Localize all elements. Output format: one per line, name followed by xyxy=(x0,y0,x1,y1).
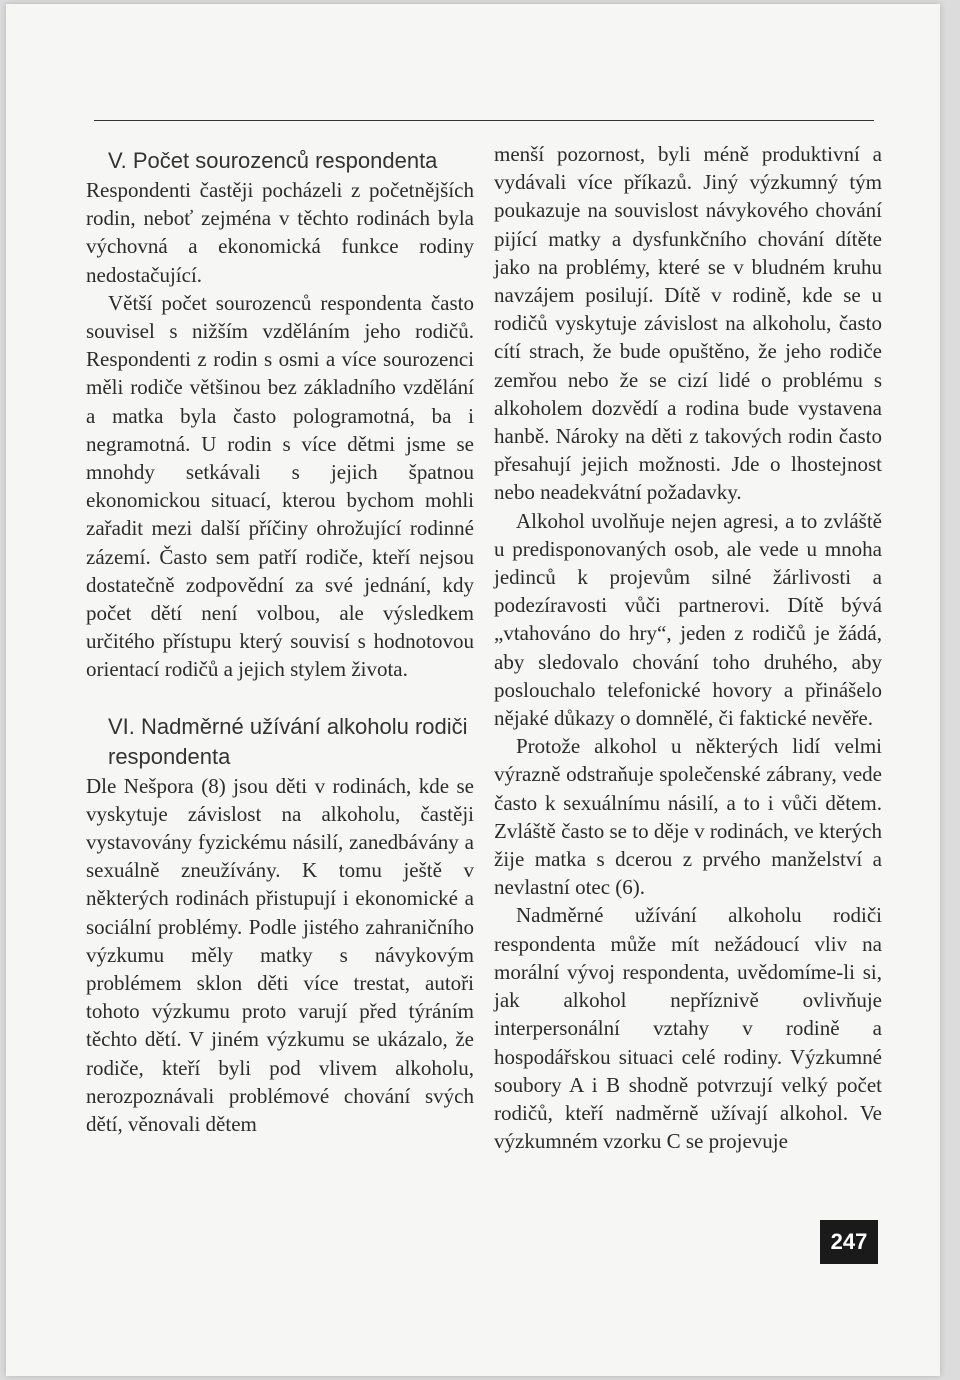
right-column xyxy=(494,140,882,1155)
paragraph: Nadměrné užívání alkoholu rodiči respondenta může mít nežádoucí vliv na morální vývoj respondenta, uvědomíme-li si, jak alkohol nepříznivě ovlivňuje interpersonální vztahy v rodině a hospodářskou situaci celé rodiny. Výzkumné soubory A i B shodně potvrzují velký počet rodičů, kteří nadměrně užívají alkohol. Ve výzkumném vzorku C se projevuje xyxy=(494,903,882,1154)
paragraph: Větší počet sourozenců respondenta často souvisel s nižším vzděláním jeho rodičů. Respondenti z rodin s osmi a více sourozenci měli rodiče většinou bez základního vzdělání a matka byla často pologramotná, ba i negramotná. U rodin s více dětmi jsme se mnohdy setkávali s jejich špatnou ekonomickou situací, kterou bychom mohli zařadit mezi další příčiny ohrožující rodinné zázemí. Často sem patří rodiče, kteří nejsou dostatečně zodpovědní za své jednání, kdy počet dětí není volbou, ale výsledkem určitého přístupu který souvisí s hodnotovou orientací rodičů a jejich stylem života. xyxy=(86,290,474,682)
left-column xyxy=(86,140,474,1138)
paragraph: Dle Nešpora (8) jsou děti v rodinách, kde se vyskytuje závislost na alkoholu, častěji vystavovány fyzickému násilí, zanedbávány a sexuálně zneužívány. K tomu ještě v některých rodinách přistupují i ekonomické a sociální problémy. Podle jistého zahraničního výzkumu měly matky s návykovým problémem sklon děti více trestat, autoři tohoto výzkumu proto varují před týráním těchto dětí. V jiném výzkumu se ukázalo, že rodiče, kteří byli pod vlivem alkoholu, nerozpoznávali problémové chování svých dětí, věnovali dětem xyxy=(86,773,474,1137)
section-heading-5: V. Počet sourozenců respondenta xyxy=(108,148,438,173)
paragraph: Protože alkohol u některých lidí velmi výrazně odstraňuje společenské zábrany, vede často k sexuálnímu násilí, a to i vůči dětem. Zvláště často se to děje v rodinách, ve kterých žije matka s dcerou z prvého manželství a nevlastní otec (6). xyxy=(494,734,882,900)
header-rule xyxy=(94,120,874,121)
page-number: 247 xyxy=(820,1220,878,1264)
paragraph: menší pozornost, byli méně produktivní a vydávali více příkazů. Jiný výzkumný tým poukazuje na souvislost návykového chování pijící matky a dysfunkčního chování dítěte jako na problémy, které se v bludném kruhu navzájem posilují. Dítě v rodině, kde se u rodičů vyskytuje závislost na alkoholu, často cítí strach, že bude opuštěno, že jeho rodiče zemřou nebo že se cizí lidé o problému s alkoholem dozvědí a rodina bude vystavena hanbě. Nároky na děti z takových rodin často přesahují jejich možnosti. Jde o lhostejnost nebo neadekvátní požadavky. xyxy=(494,142,882,505)
book-page xyxy=(6,4,940,1376)
section-heading-6: VI. Nadměrné užívání alkoholu rodiči respondenta xyxy=(108,713,468,769)
paragraph: Alkohol uvolňuje nejen agresi, a to zvláště u predisponovaných osob, ale vede u mnoha jedinců k projevům silné žárlivosti a podezíravosti vůči partnerovi. Dítě bývá „vtahováno do hry“, jeden z rodičů je žádá, aby sledovalo chování toho druhého, aby poslouchalo telefonické hovory a přinášelo nějaké důkazy o domnělé, či faktické nevěře. xyxy=(494,508,882,731)
paragraph: Respondenti častěji pocházeli z početnějších rodin, neboť zejména v těchto rodinách byla výchovná a ekonomická funkce rodiny nedostačující. xyxy=(86,178,474,287)
